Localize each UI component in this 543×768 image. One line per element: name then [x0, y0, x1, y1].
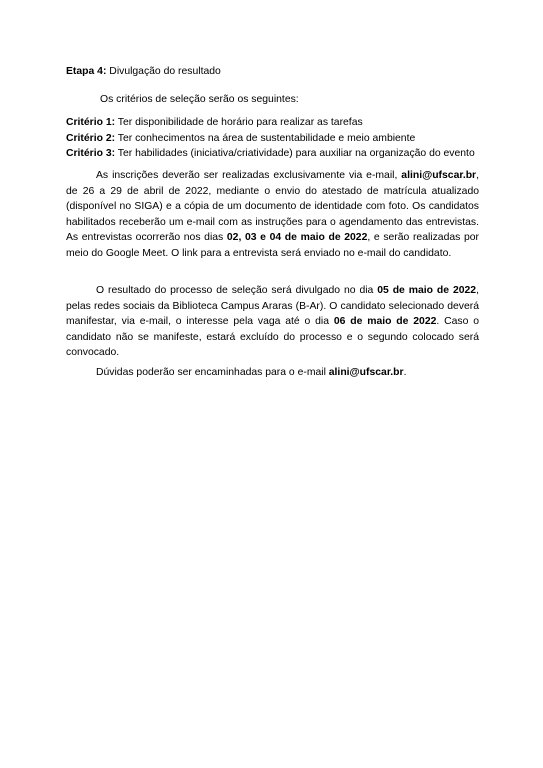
criterion-2 — [66, 131, 479, 147]
registration-paragraph — [66, 168, 479, 262]
result-paragraph — [66, 283, 479, 361]
criterion-text: Ter habilidades (iniciativa/criatividade) para auxiliar na organização do evento — [115, 148, 475, 160]
criteria-intro: Os critérios de seleção serão os seguintes: — [100, 94, 299, 105]
stage-heading — [66, 64, 479, 80]
criterion-text: Ter disponibilidade de horário para realizar as tarefas — [115, 117, 363, 128]
text-segment: Dúvidas poderão ser encaminhadas para o e-mail — [96, 367, 329, 378]
text-segment: , pelas redes sociais da Biblioteca Campus Araras (B-Ar). O candidato selecionado deverá manifestar, via e-mail, o interesse pela vaga até o dia — [66, 285, 479, 328]
text-segment: , de 26 a 29 de abril de 2022, mediante o envio do atestado de matrícula atualizado (disponível no SIGA) e a cópia de um documento de identidade com foto. Os candidatos habilitados receberão um e-mail com as instruções para o agendamento das entrevistas. As entrevistas ocorrerão nos dias — [66, 170, 479, 244]
text-segment: As inscrições deverão ser realizadas exclusivamente via e-mail, — [96, 170, 402, 181]
questions-paragraph — [66, 365, 479, 381]
stage-title: Divulgação do resultado — [106, 66, 221, 77]
text-segment: , e serão realizadas por meio do Google Meet. O link para a entrevista será enviado no e-mail do candidato. — [66, 232, 479, 259]
text-segment: O resultado do processo de seleção será divulgado no dia — [96, 285, 378, 296]
contact-email: alini@ufscar.br — [401, 170, 477, 181]
criterion-label: Critério 2: — [66, 132, 116, 144]
stage-label: Etapa 4: — [66, 66, 107, 77]
criterion-1 — [66, 115, 479, 131]
result-date: 05 de maio de 2022 — [377, 285, 477, 296]
interview-dates: 02, 03 e 04 de maio de 2022 — [226, 232, 368, 244]
questions-email: alini@ufscar.br — [328, 367, 404, 378]
deadline-date: 06 de maio de 2022 — [333, 316, 437, 328]
criteria-list — [66, 115, 479, 162]
criterion-text: Ter conhecimentos na área de sustentabilidade e meio ambiente — [115, 132, 416, 144]
text-segment: . Caso o candidato não se manifeste, estará excluído do processo e o segundo colocado será convocado. — [66, 316, 479, 359]
criterion-3 — [66, 146, 479, 162]
criterion-label: Critério 1: — [66, 117, 116, 128]
criterion-label: Critério 3: — [66, 148, 116, 160]
text-segment: . — [403, 367, 407, 378]
